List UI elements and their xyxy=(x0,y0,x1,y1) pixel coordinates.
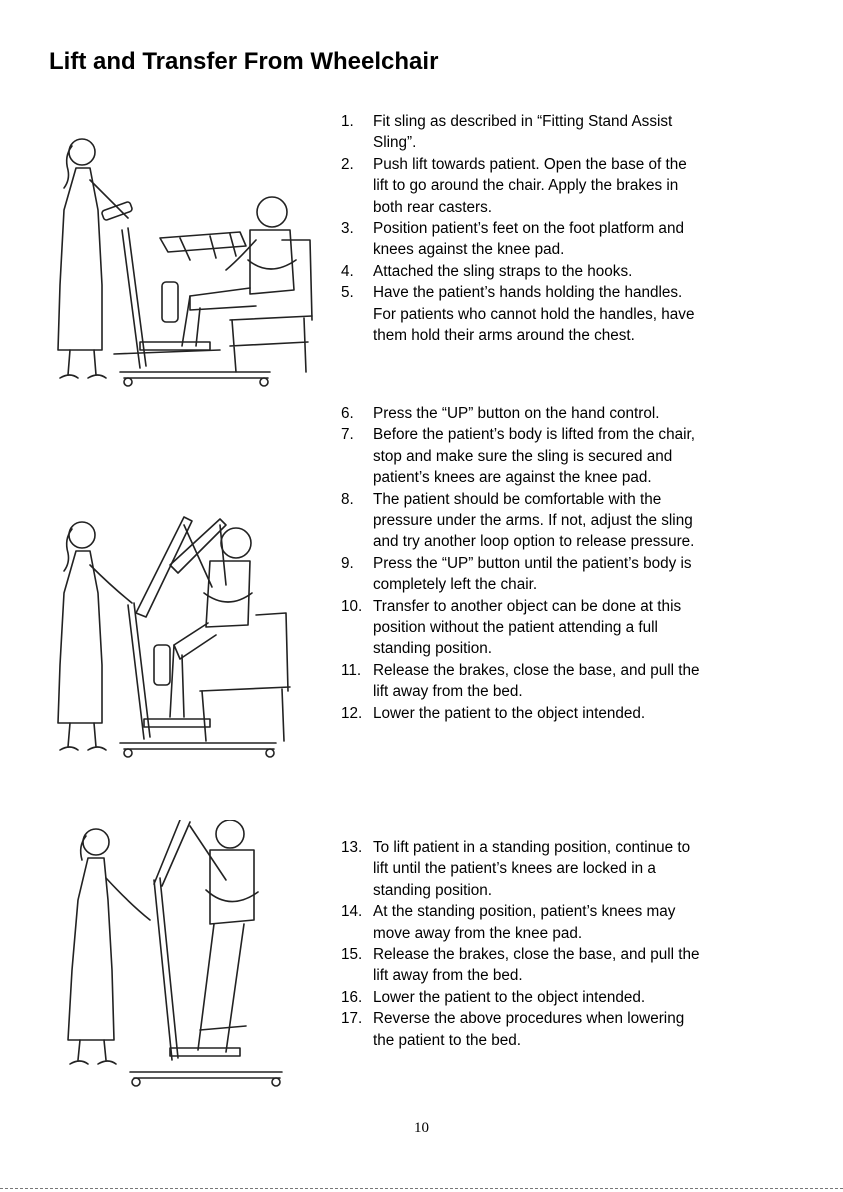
caregiver-body xyxy=(68,858,114,1040)
caregiver-arm xyxy=(106,878,150,920)
page-title: Lift and Transfer From Wheelchair xyxy=(49,48,439,75)
chair-back xyxy=(256,613,288,691)
step-number: 7. xyxy=(341,426,354,444)
patient-shin xyxy=(182,296,200,346)
step-text: Lower the patient to the object intended. xyxy=(373,988,646,1006)
step-text: Attached the sling straps to the hooks. xyxy=(373,262,633,280)
patient-shin xyxy=(170,645,184,717)
step-number: 1. xyxy=(341,113,354,130)
step-item xyxy=(341,282,701,346)
caregiver-body xyxy=(58,551,102,723)
step-text: Release the brakes, close the base, and pull the lift away from the bed. xyxy=(373,661,700,701)
patient-arm xyxy=(226,240,256,270)
step-number: 2. xyxy=(341,155,354,173)
bottom-rule xyxy=(0,1188,843,1189)
patient-thigh xyxy=(190,288,256,310)
chair-seat xyxy=(200,687,290,691)
lift-base xyxy=(120,372,270,378)
step-text: Press the “UP” button until the patient’s body is completely left the chair. xyxy=(373,554,692,594)
step-item xyxy=(341,944,701,987)
foot-platform xyxy=(170,1048,240,1056)
caregiver-feet xyxy=(60,747,106,750)
caregiver-legs xyxy=(68,723,96,747)
steps-list-seated xyxy=(341,111,701,346)
step-item xyxy=(341,489,701,553)
step-item xyxy=(341,703,701,724)
lift-arm xyxy=(160,232,246,252)
lift-straps xyxy=(184,525,226,587)
step-text: Fit sling as described in “Fitting Stand Assist Sling”. xyxy=(373,113,673,152)
caregiver-body xyxy=(58,168,102,350)
step-number: 15. xyxy=(341,946,363,964)
chair-frame xyxy=(202,689,284,741)
step-number: 16. xyxy=(341,988,363,1006)
caster-2 xyxy=(272,1078,280,1086)
steps-list-lifting xyxy=(341,403,701,724)
step-text: Transfer to another object can be done at this position without the patient attending a full standing position. xyxy=(373,597,682,658)
caregiver-head xyxy=(69,139,95,165)
illustration-standing-position xyxy=(50,820,290,1100)
caster-2 xyxy=(260,378,268,386)
step-item xyxy=(341,660,701,703)
caregiver-feet xyxy=(60,375,106,378)
patient-head xyxy=(257,197,287,227)
step-text: Lower the patient to the object intended. xyxy=(373,704,646,722)
page-number: 10 xyxy=(414,1120,429,1136)
step-text: To lift patient in a standing position, continue to lift until the patient’s knees are locked in a standing position. xyxy=(373,839,691,899)
patient-sling xyxy=(248,260,296,269)
step-item xyxy=(341,901,701,944)
step-number: 11. xyxy=(341,661,362,679)
chair-frame xyxy=(230,318,308,372)
step-text: The patient should be comfortable with the pressure under the arms. If not, adjust the sling and try another loop option to release pressure. xyxy=(373,490,695,551)
caster-2 xyxy=(266,749,274,757)
step-text: Release the brakes, close the base, and pull the lift away from the bed. xyxy=(373,946,700,985)
patient-thigh xyxy=(174,623,216,659)
step-item xyxy=(341,218,701,261)
lift-boom xyxy=(154,820,190,886)
caregiver-hair xyxy=(64,146,72,188)
step-text: Before the patient’s body is lifted from the chair, stop and make sure the sling is secured and patient’s knees are against the knee pad. xyxy=(373,426,695,487)
illustration-partial-lift xyxy=(50,495,330,775)
steps-list-standing xyxy=(341,837,701,1051)
step-text: At the standing position, patient’s knees may move away from the knee pad. xyxy=(373,903,676,942)
caregiver-hair xyxy=(64,529,72,571)
patient-legs xyxy=(198,924,244,1052)
step-text: Push lift towards patient. Open the base of the lift to go around the chair. Apply the brakes in both rear casters. xyxy=(373,155,687,216)
patient-sling xyxy=(204,593,252,602)
step-text: Position patient’s feet on the foot platform and knees against the knee pad. xyxy=(373,220,684,259)
caster-1 xyxy=(132,1078,140,1086)
step-item xyxy=(341,403,701,424)
caregiver-legs xyxy=(78,1040,106,1060)
step-item xyxy=(341,987,701,1008)
lift-mast xyxy=(154,878,178,1060)
step-number: 5. xyxy=(341,284,354,302)
patient-torso xyxy=(206,561,250,627)
patient-sling xyxy=(206,890,258,902)
step-number: 8. xyxy=(341,490,354,508)
caster-1 xyxy=(124,378,132,386)
patient-head xyxy=(216,820,244,848)
foot-platform xyxy=(144,719,210,727)
step-item xyxy=(341,1008,701,1051)
step-number: 17. xyxy=(341,1010,363,1028)
caregiver-legs xyxy=(68,350,96,375)
lift-base xyxy=(120,743,276,749)
illustration-seated-patient xyxy=(50,110,330,410)
step-number: 4. xyxy=(341,262,354,280)
lift-base-rear xyxy=(200,1026,246,1030)
step-text: Have the patient’s hands holding the handles. For patients who cannot hold the handles, have them hold their arms around the chest. xyxy=(373,284,695,345)
step-number: 6. xyxy=(341,405,354,422)
knee-pad xyxy=(154,645,170,685)
lift-base xyxy=(130,1072,282,1078)
chair-seat xyxy=(230,316,312,320)
caregiver-head xyxy=(69,522,95,548)
step-text: Reverse the above procedures when lowering the patient to the bed. xyxy=(373,1010,685,1049)
foot-platform xyxy=(140,342,210,350)
patient-torso xyxy=(210,850,254,924)
step-item xyxy=(341,596,701,660)
caster-1 xyxy=(124,749,132,757)
step-item xyxy=(341,553,701,596)
knee-pad xyxy=(162,282,178,322)
step-number: 14. xyxy=(341,903,363,921)
step-number: 3. xyxy=(341,220,354,238)
step-number: 13. xyxy=(341,839,363,856)
step-text: Press the “UP” button on the hand control. xyxy=(373,405,660,422)
step-item xyxy=(341,154,701,218)
step-item xyxy=(341,837,701,901)
step-item xyxy=(341,424,701,488)
lift-straps xyxy=(190,826,226,880)
step-number: 9. xyxy=(341,554,354,572)
step-item xyxy=(341,261,701,282)
patient-head xyxy=(221,528,251,558)
step-number: 12. xyxy=(341,704,363,722)
chair-back xyxy=(282,240,312,320)
caregiver-feet xyxy=(70,1061,116,1064)
caregiver-head xyxy=(83,829,109,855)
step-item xyxy=(341,111,701,154)
step-number: 10. xyxy=(341,597,363,615)
